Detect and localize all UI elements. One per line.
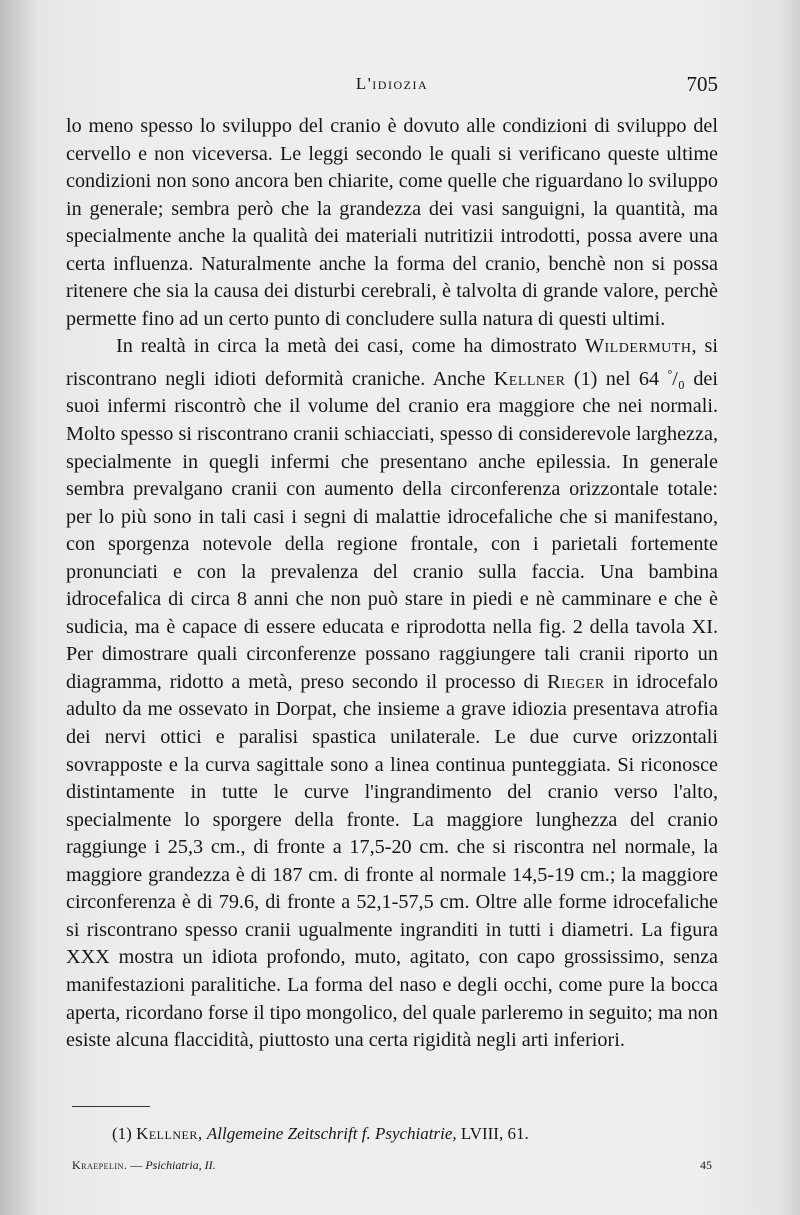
page-header xyxy=(66,74,718,100)
author-name-wildermuth: Wildermuth xyxy=(584,335,692,358)
footnote-reference-volume: LVIII, 61. xyxy=(460,1124,529,1143)
paragraph-1: lo meno spesso lo sviluppo del cranio è dovuto alle condizioni di sviluppo del cervello e non viceversa. Le leggi secondo le quali si verificano queste ultime condizioni non sono ancora ben chiarite, come quelle che riguardano lo sviluppo in generale; sembra però che la grandezza dei vasi sanguigni, la quantità, ma specialmente anche la qualità dei materiali nutritizii introdotti, possa avere una certa influenza. Naturalmente anche la forma del cranio, benchè non si possa ritenere che sia la causa dei disturbi cerebrali, è talvolta di grande valore, perchè permette fino ad un certo punto di concludere sulla natura di questi ultimi. xyxy=(66,115,718,330)
author-name-rieger: Rieger xyxy=(547,670,605,693)
signature-left xyxy=(72,1158,216,1173)
paragraph-2-text: in idrocefalo adulto da me ossevato in Dorpat, che insieme a grave idiozia presentava atrofia dei nervi ottici e paralisi spastica unilaterale. Le due curve orizzontali sovrapposte e la curva sagittale sono a linea continua punteggiata. Si riconosce distintamente in tutte le curve l'ingrandimento del cranio verso l'alto, specialmente lo sporgere della fronte. La maggiore lunghezza del cranio raggiunge i 25,3 cm., di fronte a 17,5-20 cm. che si riscontra nel normale, la maggiore grandezza è di 187 cm. di fronte al normale 14,5-19 cm.; la maggiore circonferenza è di 79.6, di fronte a 52,1-57,5 cm. Oltre alle forme idrocefaliche si riscontrano spesso cranii ugualmente ingranditi in tutti i diametri. La figura XXX mostra un idiota profondo, muto, agitato, con capo grossissimo, senza manifestazioni paralitiche. La forma del naso e degli occhi, come pure la bocca aperta, ricordano forse il tipo mongolico, del quale parleremo in seguito; ma non esiste alcuna flaccidità, piuttosto una certa rigidità negli arti inferiori. xyxy=(66,670,719,1052)
paragraph-2-text: In realtà in circa la metà dei casi, come ha dimostrato xyxy=(116,335,577,358)
paragraph-2 xyxy=(66,333,718,1054)
paragraph-2-text: dei suoi infermi riscontrò che il volume del cranio era maggiore che nei normali. Molto spesso si riscontrano cranii schiacciati, spesso di considerevole larghezza, specialmente in quegli infermi che presentano anche epilessia. In generale sembra prevalgano cranii con aumento della circonferenza orizzontale totale: per lo più sono in tali casi i segni di malattie idrocefaliche che si manifestano, con sporgenza notevole della regione frontale, con i parietali fortemente pronunciati e con la prevalenza del cranio sulla faccia. Una bambina idrocefalica di circa 8 anni che non può stare in piedi e nè camminare e che è sudicia, ma è capace di essere educata e riprodotta nella fig. 2 della tavola XI. Per dimostrare quali circonferenze possano raggiungere tali cranii riporto un diagramma, ridotto a metà, preso secondo il processo di xyxy=(66,367,718,693)
percent-sign-sub: /₀ xyxy=(672,367,685,390)
author-name-kellner: Kellner xyxy=(493,367,566,390)
printer-signature xyxy=(72,1158,712,1178)
body-text xyxy=(66,113,718,1055)
running-title: L'idiozia xyxy=(355,74,429,93)
footnote xyxy=(112,1124,712,1144)
signature-author: Kraepelin. xyxy=(72,1158,128,1172)
footnote-journal: Allgemeine Zeitschrift f. Psychiatrie, xyxy=(206,1124,457,1143)
signature-title: Psichiatria, II. xyxy=(145,1158,216,1172)
footnote-author: Kellner, xyxy=(136,1124,203,1143)
page-number: 705 xyxy=(686,72,718,96)
footnote-marker: (1) xyxy=(112,1124,132,1143)
footnote-divider xyxy=(72,1106,150,1107)
signature-sheet-number: 45 xyxy=(700,1158,712,1172)
signature-dash: — xyxy=(130,1158,143,1172)
percent-sign-sup: ° xyxy=(667,366,673,381)
paragraph-2-text: , si riscontrano negli idioti deformità craniche. Anche xyxy=(66,335,718,390)
footnote-reference: (1) nel 64 xyxy=(573,367,660,390)
